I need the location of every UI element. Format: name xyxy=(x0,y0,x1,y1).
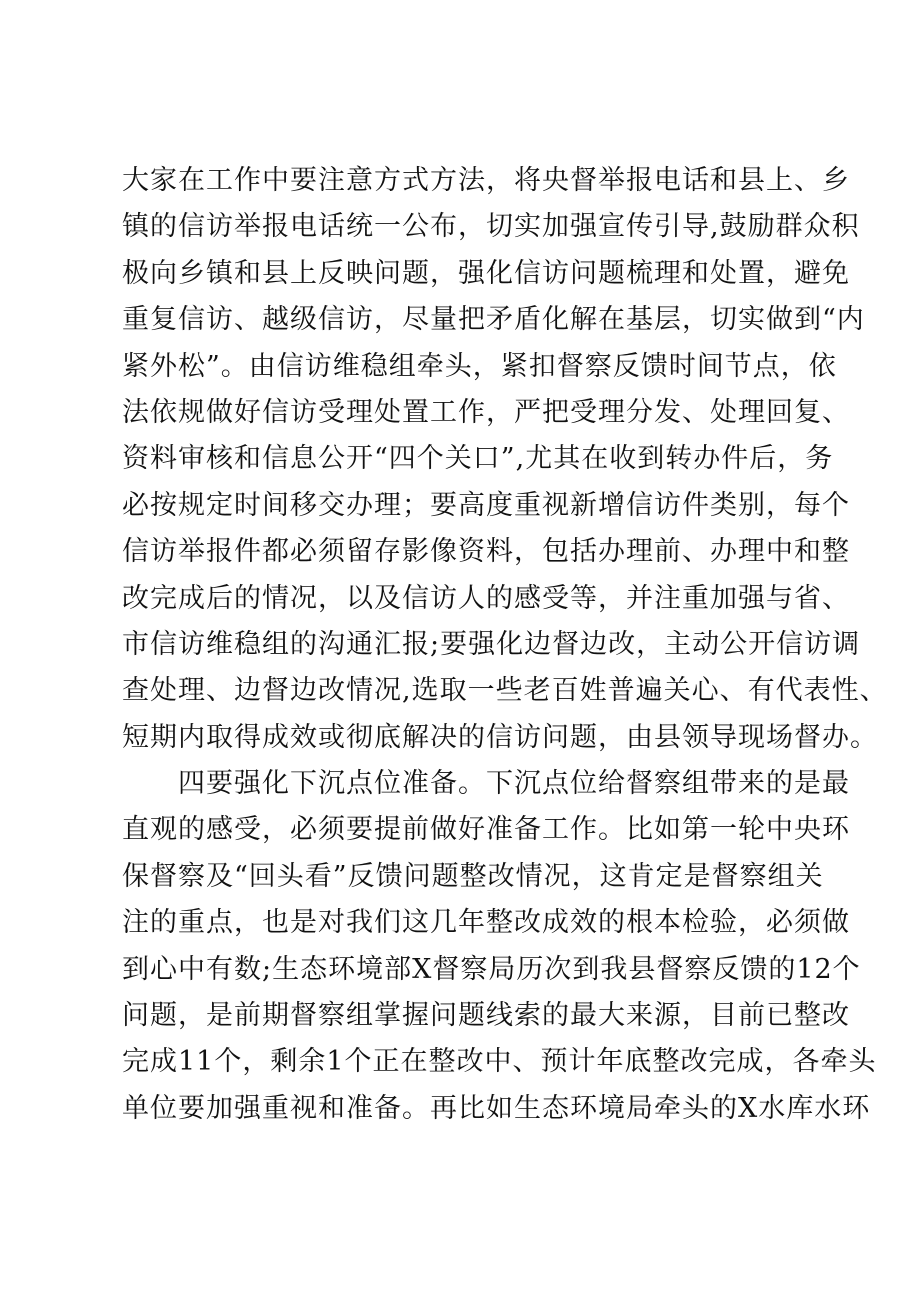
paragraph-line: 大家在工作中要注意方式方法，将央督举报电话和县上、乡 xyxy=(122,165,850,196)
paragraph-end-line: 短期内取得成效或彻底解决的信访问题，由县领导现场督办。 xyxy=(122,721,878,753)
paragraph-line: 镇的信访举报电话统一公布，切实加强宣传引导,鼓励群众积 xyxy=(122,211,860,243)
paragraph-line: 紧外松”。由信访维稳组牵头，紧扣督察反馈时间节点，依 xyxy=(122,350,837,382)
paragraph-line: 信访举报件都必须留存影像资料，包括办理前、办理中和整 xyxy=(122,536,850,568)
paragraph-line: 重复信访、越级信访，尽量把矛盾化解在基层，切实做到“内 xyxy=(122,304,865,336)
paragraph-line: 市信访维稳组的沟通汇报;要强化边督边改，主动公开信访调 xyxy=(122,628,861,660)
paragraph-line: 改完成后的情况，以及信访人的感受等，并注重加强与省、 xyxy=(122,582,850,614)
paragraph-line: 直观的感受，必须要提前做好准备工作。比如第一轮中央环 xyxy=(122,814,850,846)
paragraph-line: 资料审核和信息公开“四个关口”,尤其在收到转办件后，务 xyxy=(122,443,834,475)
paragraph-line: 注的重点，也是对我们这几年整改成效的根本检验，必须做 xyxy=(122,907,850,939)
paragraph-line: 问题，是前期督察组掌握问题线索的最大来源，目前已整改 xyxy=(122,1000,850,1032)
paragraph-line: 法依规做好信访受理处置工作，严把受理分发、处理回复、 xyxy=(122,396,850,428)
paragraph-line: 到心中有数;生态环境部X督察局历次到我县督察反馈的12个 xyxy=(122,953,861,985)
paragraph-line: 单位要加强重视和准备。再比如生态环境局牵头的X水库水环 xyxy=(122,1092,871,1124)
paragraph-first-line: 四要强化下沉点位准备。下沉点位给督察组带来的是最 xyxy=(178,768,850,800)
body-text xyxy=(122,158,888,1132)
paragraph-line: 完成11个，剩余1个正在整改中、预计年底整改完成，各牵头 xyxy=(122,1046,877,1078)
paragraph-line: 必按规定时间移交办理；要高度重视新增信访件类别，每个 xyxy=(122,489,850,521)
paragraph-line: 极向乡镇和县上反映问题，强化信访问题梳理和处置，避免 xyxy=(122,257,850,289)
paragraph-line: 查处理、边督边改情况,选取一些老百姓普遍关心、有代表性、 xyxy=(122,675,888,707)
paragraph-line: 保督察及“回头看”反馈问题整改情况，这肯定是督察组关 xyxy=(122,860,824,892)
